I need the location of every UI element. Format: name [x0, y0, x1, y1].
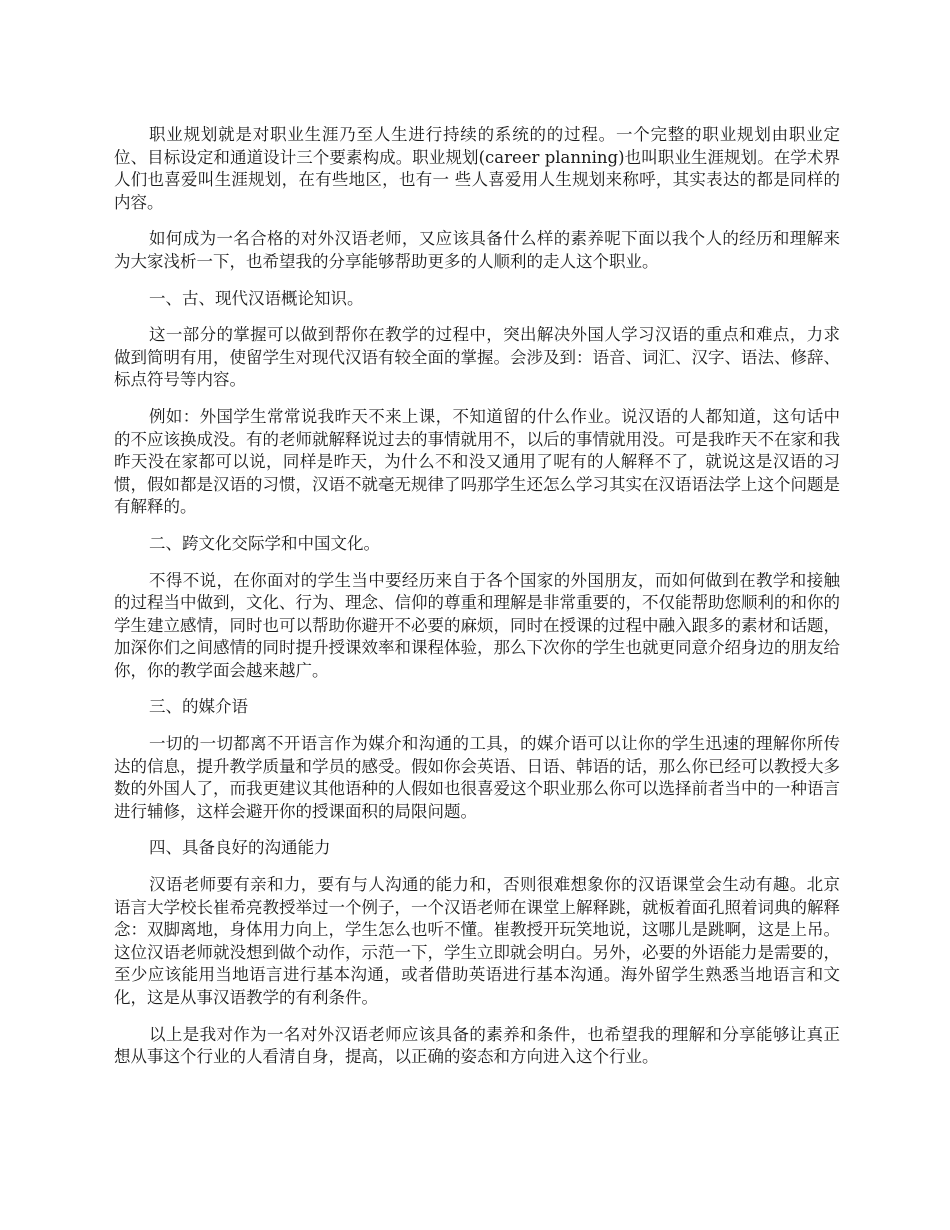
paragraph-intro: 职业规划就是对职业生涯乃至人生进行持续的系统的的过程。一个完整的职业规划由职业定位、目标设定和通道设计三个要素构成。职业规划(career planning)也叫职业生涯规划。在学术界人们也喜爱叫生涯规划，在有些地区，也有一 些人喜爱用人生规划来称呼，其实表达的都是同样的内容。: [114, 125, 840, 212]
section-heading-2: 二、跨文化交际学和中国文化。: [149, 533, 380, 553]
section-heading-4: 四、具备良好的沟通能力: [149, 838, 331, 858]
paragraph-conclusion: 以上是我对作为一名对外汉语老师应该具备的素养和条件，也希望我的理解和分享能够让真正想从事这个行业的人看清自身，提高，以正确的姿态和方向进入这个行业。: [114, 1024, 840, 1067]
document-body: [114, 124, 840, 1083]
paragraph-section-1: 这一部分的掌握可以做到帮你在教学的过程中，突出解决外国人学习汉语的重点和难点，力求做到简明有用，使留学生对现代汉语有较全面的掌握。会涉及到：语音、词汇、汉字、语法、修辞、标点符号等内容。: [114, 325, 840, 390]
paragraph-section-3: 一切的一切都离不开语言作为媒介和沟通的工具，的媒介语可以让你的学生迅速的理解你所传达的信息，提升教学质量和学员的感受。假如你会英语、日语、韩语的话，那么你已经可以教授大多数的外国人了，而我更建议其他语种的人假如也很喜爱这个职业那么你可以选择前者当中的一种语言进行辅修，这样会避开你的授课面积的局限问题。: [114, 734, 840, 821]
paragraph-question: 如何成为一名合格的对外汉语老师，又应该具备什么样的素养呢下面以我个人的经历和理解来为大家浅析一下，也希望我的分享能够帮助更多的人顺利的走人这个职业。: [114, 229, 840, 271]
paragraph-example: 例如：外国学生常常说我昨天不来上课，不知道留的什么作业。说汉语的人都知道，这句话中的不应该换成没。有的老师就解释说过去的事情就用不，以后的事情就用没。可是我昨天不在家和我昨天没在家都可以说，同样是昨天，为什么不和没又通用了呢有的人解释不了，就说这是汉语的习惯，假如都是汉语的习惯，汉语不就毫无规律了吗那学生还怎么学习其实在汉语语法学上这个问题是有解释的。: [114, 406, 840, 517]
section-heading-3: 三、的媒介语: [149, 697, 248, 717]
paragraph-section-2: 不得不说，在你面对的学生当中要经历来自于各个国家的外国朋友，而如何做到在教学和接触的过程当中做到，文化、行为、理念、信仰的尊重和理解是非常重要的，不仅能帮助您顺利的和你的学生建立感情，同时也可以帮助你避开不必要的麻烦，同时在授课的过程中融入跟多的素材和话题，加深你们之间感情的同时提升授课效率和课程体验，那么下次你的学生也就更同意介绍身边的朋友给你，你的教学面会越来越广。: [114, 570, 840, 680]
paragraph-section-4: 汉语老师要有亲和力，要有与人沟通的能力和，否则很难想象你的汉语课堂会生动有趣。北京语言大学校长崔希亮教授举过一个例子，一个汉语老师在课堂上解释跳，就板着面孔照着词典的解释念：双脚离地，身体用力向上，学生怎么也听不懂。崔教授开玩笑地说，这哪儿是跳啊，这是上吊。这位汉语老师就没想到做个动作，示范一下，学生立即就会明白。另外，必要的外语能力是需要的，至少应该能用当地语言进行基本沟通，或者借助英语进行基本沟通。海外留学生熟悉当地语言和文化，这是从事汉语教学的有利条件。: [114, 875, 840, 1007]
section-heading-1: 一、古、现代汉语概论知识。: [149, 288, 364, 308]
